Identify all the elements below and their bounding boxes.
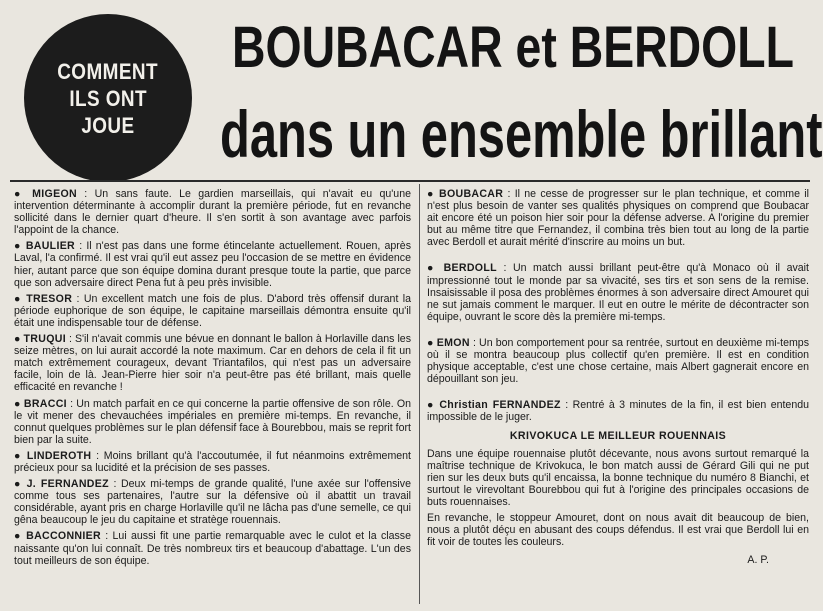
bullet: ● (14, 188, 25, 200)
spacer (427, 252, 809, 262)
bullet: ● (427, 399, 435, 412)
closing-paragraph: Dans une équipe rouennaise plutôt décevante, nous avons surtout remarqué la maîtrise technique de Krivokuca, le bon match aussi de Gérard Gili qui ne put rien sur les deux buts qu'il encaissa, la bonne technique du numéro 8 Bianchi, et surtout le virevoltant Bourebbou qui fut à l'origine des principales occasions de buts rouennaises. (427, 447, 809, 508)
comment-ils-ont-joue-badge (24, 14, 192, 182)
player-review-text: : Un match aussi brillant peut-être qu'à Monaco où il avait impressionné tout le monde par sa vivacité, ses tirs et son sens de la remise. Insaisissable il posa des problèmes énormes à son adversaire direct Amouret qui ne sut jamais comment le marquer. Il eut en outre le mérite de décontracter son équipe, ouvrant le score dès la première mi-temps. (427, 262, 809, 323)
bullet: ● (14, 292, 22, 305)
player-review (14, 333, 411, 393)
player-review-text: : Un match parfait en ce qui concerne la partie offensive de son rôle. On le vit mener des chevauchées impériales en première mi-temps. En revanche, il connut quelques problèmes sur le plan défensif face à Bourebbou, mais se reprit fort bien par la suite. (14, 397, 411, 446)
bullet: ● (14, 478, 23, 491)
player-name: TRESOR (26, 292, 73, 305)
bullet: ● (427, 188, 435, 200)
bullet: ● (14, 530, 22, 543)
player-review (14, 293, 411, 329)
player-review (14, 450, 411, 474)
player-name: BOUBACAR (439, 188, 504, 200)
player-name: TRUQUI (23, 333, 66, 346)
section-subhead: KRIVOKUCA LE MEILLEUR ROUENNAIS (509, 429, 727, 442)
bullet: ● (427, 336, 434, 349)
bullet: ● (14, 240, 22, 253)
badge-line-3: JOUE (81, 112, 135, 138)
player-review-text: : Deux mi-temps de grande qualité, l'une axée sur l'offensive comme tous ses partenaires, l'autre sur la défensive où il abattit un travail considérable, ayant pris en charge Horlaville qu'il ne lâcha pas d'une semelle, ce qui gêna beaucoup le jeu du capitaine et stratège rouennais. (14, 478, 411, 527)
bullet: ● (427, 262, 438, 275)
closing-paragraph: En revanche, le stoppeur Amouret, dont on nous avait dit beaucoup de bien, nous a plutôt déçu en abusant des coups défendus. Il est vrai que Berdoll lui en fit voir de toutes les couleurs. (427, 512, 809, 549)
player-review-text: : Rentré à 3 minutes de la fin, il est bien entendu impossible de le juger. (427, 399, 809, 424)
player-review (427, 188, 809, 248)
player-review (427, 262, 809, 322)
spacer (427, 389, 809, 399)
player-review-text: : Lui aussi fit une partie remarquable avec le culot et la classe naissante qu'on lui connaît. De très nombreux tirs et beaucoup d'abattage. L'un des tout meilleurs de son équipe. (14, 530, 411, 567)
headline-line-2: dans un ensemble brillant (220, 97, 823, 171)
player-name: EMON (436, 336, 470, 349)
player-name: LINDEROTH (26, 449, 92, 462)
player-review (14, 530, 411, 566)
author-signature: A. P. (747, 554, 769, 567)
badge-line-2: ILS ONT (69, 85, 147, 111)
badge-line-1: COMMENT (57, 58, 159, 84)
player-review (14, 188, 411, 236)
player-review (427, 337, 809, 385)
right-column (427, 188, 809, 566)
player-name: J. FERNANDEZ (26, 478, 109, 491)
player-review (14, 398, 411, 446)
headline-line-1: BOUBACAR et BERDOLL (232, 15, 794, 80)
player-name: MIGEON (32, 188, 77, 200)
player-review-text: : Un bon comportement pour sa rentrée, surtout en deuxième mi-temps où il se montra beaucoup plus collectif qu'en première. Il est en condition physique acceptable, c'est une chose certaine, mais Albert gagnerait encore en dépouillant son jeu. (427, 336, 809, 386)
player-review (14, 478, 411, 526)
player-review (427, 399, 809, 423)
player-name: BRACCI (23, 397, 67, 410)
player-name: BAULIER (25, 240, 76, 253)
spacer (427, 327, 809, 337)
player-review-text: : Moins brillant qu'à l'accoutumée, il fut néanmoins extrêmement précieux pour sa lucidité et la précision de ses passes. (14, 449, 412, 474)
left-column (14, 188, 411, 571)
player-review-text: : Il ne cesse de progresser sur le plan technique, et comme il n'est plus besoin de vanter ses qualités physiques on comprend que Boubacar ait encore été un poison hier soir pour la défense adverse. A l'origine du premier but au même titre que Fernandez, il combina très bien tout au long de la partie avec Berdoll et aurait mérité d'inscrire au moins un but. (427, 188, 810, 249)
bullet: ● (14, 397, 21, 410)
player-review-text: : Il n'est pas dans une forme étincelante actuellement. Rouen, après Laval, l'a confirmé. Il est vrai qu'il eut assez peu l'occasion de se mettre en évidence hier, autant parce que son équipe domina durant presque toute la partie, que parce que son adversaire direct Pena fut à peu près invisible. (14, 240, 411, 289)
player-review-text: : Un sans faute. Le gardien marseillais, qui n'avait eu qu'une intervention déterminante à accomplir durant la première période, fut en revanche sollicité dans le dernier quart d'heure. Il s'en sortit à son avantage avec parfois l'appoint de la chance. (14, 188, 411, 237)
player-review (14, 240, 411, 288)
player-review-text: : Un excellent match une fois de plus. D'abord très offensif durant la période euphorique de son équipe, le capitaine marseillais démontra ensuite qu'il était une indispensable tour de défense. (14, 292, 412, 329)
header-divider (10, 180, 810, 182)
column-divider (419, 184, 420, 604)
player-review-text: : S'il n'avait commis une bévue en donnant le ballon à Horlaville dans les seize mètres, on lui aurait accordé la note maximum. Car en dehors de cela il fit un match extrêmement courageux, devant Triantafilos, qui n'est pas un adversaire facile, loin de là. Jean-Pierre hier soir n'a peut-être pas été brillant, mais quelle efficacité en revanche ! (14, 333, 411, 394)
player-name: BACCONNIER (26, 530, 101, 543)
bullet: ● (14, 449, 23, 462)
player-name: Christian FERNANDEZ (439, 399, 561, 412)
bullet: ● (14, 333, 21, 346)
player-name: BERDOLL (443, 262, 497, 275)
